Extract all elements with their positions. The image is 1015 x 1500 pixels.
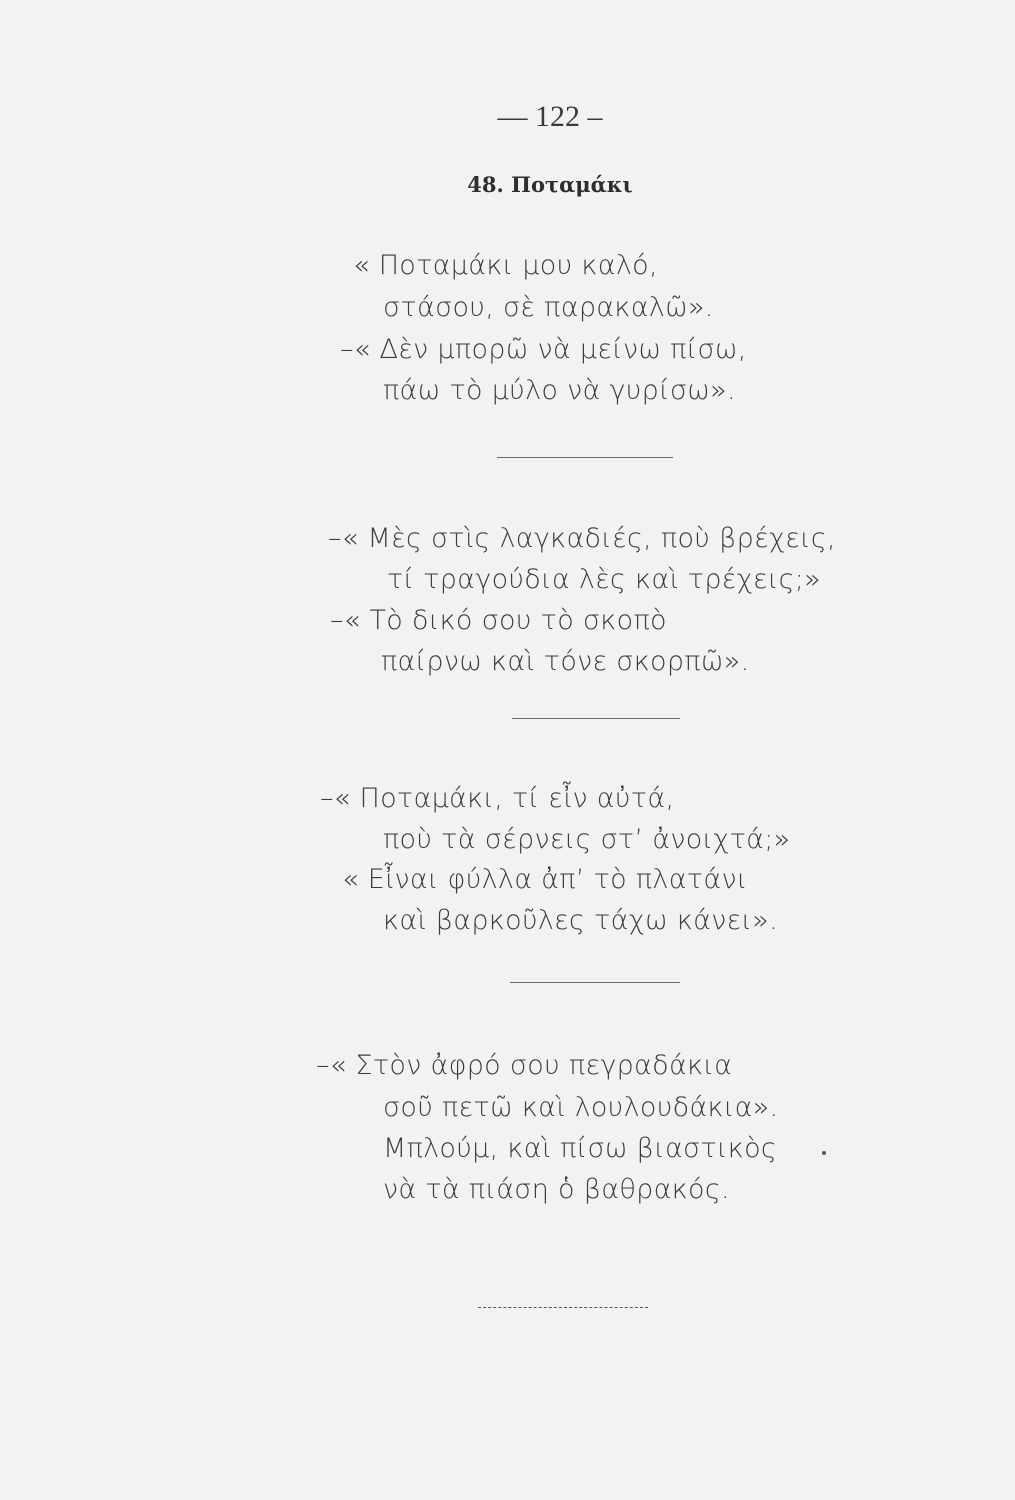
poem-line: παίρνω καὶ τόνε σκορπῶ».	[381, 646, 750, 677]
poem-line: τί τραγούδια λὲς καὶ τρέχεις;»	[387, 564, 821, 595]
poem-line: ποὺ τὰ σέρνεις στ’ ἀνοιχτά;»	[383, 824, 791, 855]
poem-line: « Εἶναι φύλλα ἀπ’ τὸ πλατάνι	[342, 864, 748, 895]
poem-line: σοῦ πετῶ καὶ λουλουδάκια».	[383, 1092, 779, 1123]
end-rule	[478, 1307, 648, 1308]
poem-line: πάω τὸ μύλο νὰ γυρίσω».	[383, 375, 736, 406]
poem-line: στάσου, σὲ παρακαλῶ».	[383, 292, 714, 323]
poem-line: –« Στὸν ἀφρό σου πεγραδάκια	[316, 1050, 733, 1081]
poem-line: καὶ βαρκοῦλες τάχω κάνει».	[383, 905, 778, 936]
poem-line: –« Δὲν μπορῶ νὰ μείνω πίσω,	[340, 334, 747, 365]
stanza-divider	[510, 982, 680, 983]
poem-line: « Ποταμάκι μου καλό,	[353, 250, 658, 281]
poem-line: Μπλούμ, καὶ πίσω βιαστικὸς	[383, 1133, 778, 1164]
stray-dot	[822, 1151, 826, 1155]
poem-title: 48. Ποταμάκι	[467, 172, 633, 197]
stanza-divider	[497, 457, 673, 458]
poem-line: –« Ποταμάκι, τί εἶν αὐτά,	[320, 783, 675, 814]
poem-line: –« Τὸ δικό σου τὸ σκοπὸ	[330, 605, 667, 636]
page-number: — 122 –	[497, 100, 603, 133]
poem-line: –« Μὲς στὶς λαγκαδιές, ποὺ βρέχεις,	[328, 523, 836, 554]
poem-line: νὰ τὰ πιάση ὁ βαθρακός.	[383, 1174, 730, 1205]
stanza-divider	[512, 718, 680, 719]
